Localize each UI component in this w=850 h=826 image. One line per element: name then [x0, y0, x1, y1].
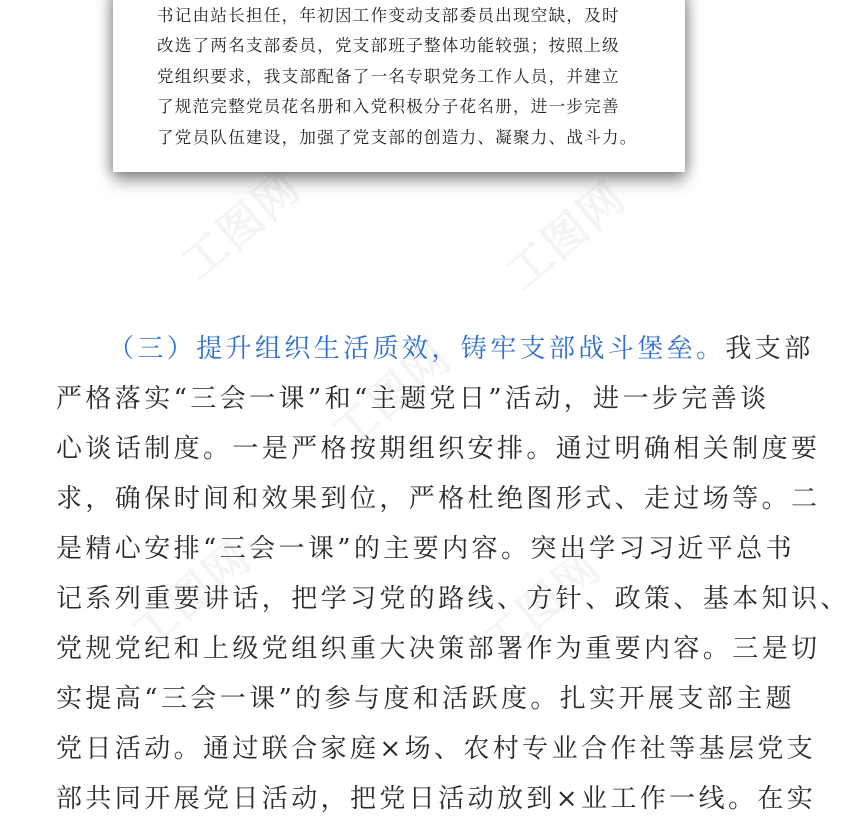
excerpt-line: 改选了两名支部委员，党支部班子整体功能较强；按照上级: [157, 36, 620, 55]
watermark: 工图网: [472, 541, 612, 670]
paragraph-line: 求，确保时间和效果到位，严格杜绝图形式、走过场等。二: [56, 484, 821, 514]
section-heading: （三）提升组织生活质效，铸牢支部战斗堡垒。: [108, 334, 726, 364]
watermark: 工图网: [497, 171, 637, 300]
watermark: 工图网: [322, 331, 462, 460]
paragraph-text: 我支部: [725, 334, 814, 364]
paragraph-line: 实提高“三会一课”的参与度和活跃度。扎实开展支部主题: [56, 684, 795, 714]
paragraph-line: 心谈话制度。一是严格按期组织安排。通过明确相关制度要: [56, 434, 821, 464]
excerpt-line: 了党员队伍建设，加强了党支部的创造力、凝聚力、战斗力。: [157, 128, 638, 147]
excerpt-line: 党组织要求，我支部配备了一名专职党务工作人员，并建立: [157, 67, 620, 86]
excerpt-line: 了规范完整党员花名册和入党积极分子花名册，进一步完善: [157, 97, 620, 116]
excerpt-card: [113, 0, 685, 172]
paragraph-line: 是精心安排“三会一课”的主要内容。突出学习习近平总书: [56, 534, 795, 564]
paragraph-line: 严格落实“三会一课”和“主题党日”活动，进一步完善谈: [56, 384, 770, 414]
watermark: 工图网: [172, 161, 312, 290]
paragraph-line: 党规党纪和上级党组织重大决策部署作为重要内容。三是切: [56, 634, 821, 664]
paragraph-first-line: [56, 322, 814, 376]
watermark: 工图网: [122, 531, 262, 660]
paragraph-line: 记系列重要讲话，把学习党的路线、方针、政策、基本知识、: [56, 584, 850, 614]
paragraph-line: 党日活动。通过联合家庭×场、农村专业合作社等基层党支: [56, 734, 817, 764]
excerpt-line: 书记由站长担任，年初因工作变动支部委员出现空缺，及时: [157, 6, 620, 25]
paragraph-line: 部共同开展党日活动，把党日活动放到×业工作一线。在实: [56, 784, 817, 814]
